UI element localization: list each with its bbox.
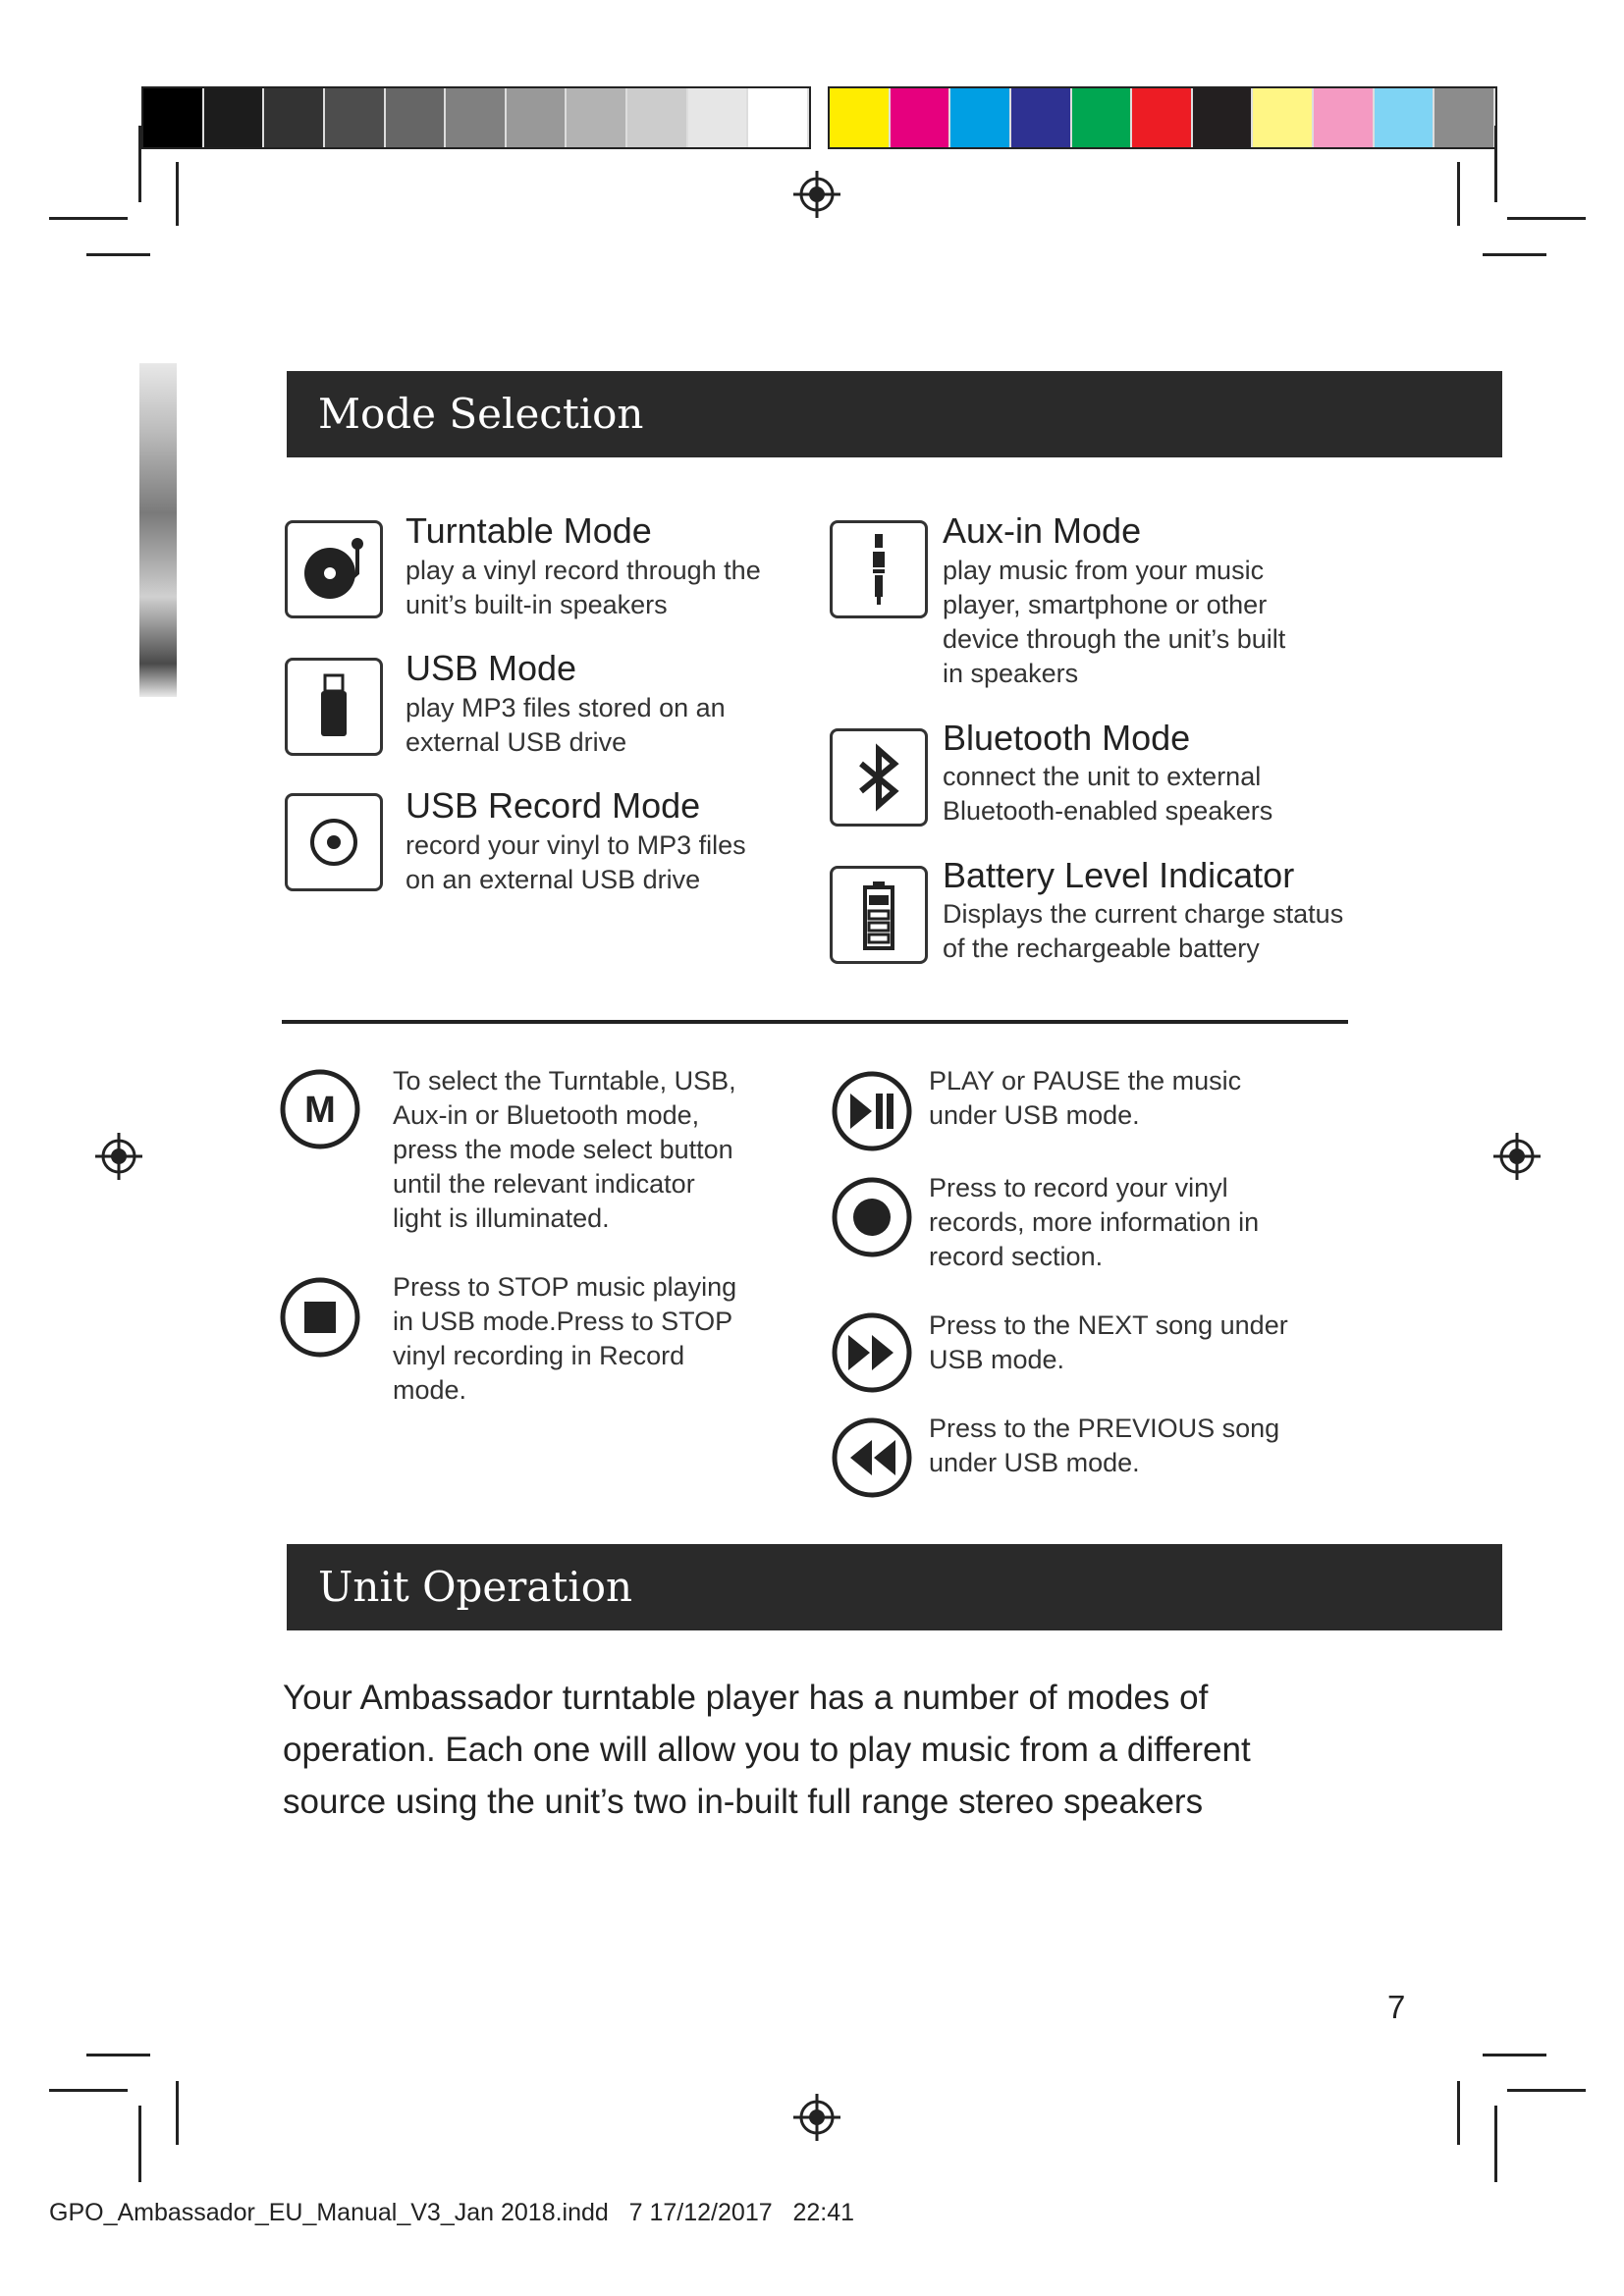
crop-mark <box>1494 2106 1497 2182</box>
play-pause-button-description <box>929 1064 1241 1133</box>
color-swatch <box>688 88 749 147</box>
color-swatch <box>386 88 447 147</box>
registration-mark-icon <box>1491 1131 1543 1182</box>
description-line: vinyl recording in Record <box>393 1341 685 1370</box>
color-swatch <box>1253 88 1314 147</box>
usb-record-mode-title: USB Record Mode <box>406 785 701 826</box>
crop-mark <box>138 126 141 202</box>
page-number: 7 <box>1387 1989 1406 2025</box>
turntable-mode-description <box>406 554 761 622</box>
description-line: under USB mode. <box>929 1100 1140 1130</box>
registration-mark-icon <box>791 169 842 220</box>
color-swatch <box>1011 88 1072 147</box>
usb-drive-icon <box>285 658 383 756</box>
description-line: mode. <box>393 1375 467 1405</box>
description-line: record section. <box>929 1242 1104 1271</box>
description-line: play a vinyl record through the <box>406 556 761 585</box>
previous-button-icon <box>831 1416 913 1499</box>
registration-mark-icon <box>791 2092 842 2143</box>
paragraph-line: Your Ambassador turntable player has a number of modes of <box>283 1679 1209 1717</box>
description-line: device through the unit’s built <box>943 624 1286 654</box>
description-line: Press to record your vinyl <box>929 1173 1228 1202</box>
next-button-description <box>929 1308 1288 1377</box>
usb-mode-title: USB Mode <box>406 648 577 688</box>
cmyk-color-bar <box>828 86 1497 149</box>
stop-button-icon <box>279 1276 361 1359</box>
battery-indicator-description <box>943 897 1343 966</box>
crop-mark <box>138 2106 141 2182</box>
description-line: records, more information in <box>929 1207 1260 1237</box>
grayscale-color-bar <box>141 86 811 149</box>
aux-mode-description <box>943 554 1285 691</box>
previous-button-description <box>929 1412 1279 1480</box>
paragraph-line: source using the unit’s two in-built full range stereo speakers <box>283 1783 1204 1821</box>
usb-mode-description <box>406 691 726 760</box>
crop-mark <box>1457 2081 1460 2145</box>
bluetooth-mode-title: Bluetooth Mode <box>943 718 1191 758</box>
description-line: light is illuminated. <box>393 1203 610 1233</box>
paragraph-line: operation. Each one will allow you to play music from a different <box>283 1731 1251 1769</box>
page-edge-bleed <box>139 363 177 697</box>
description-line: Bluetooth-enabled speakers <box>943 796 1273 826</box>
color-swatch <box>507 88 568 147</box>
description-line: Press to STOP music playing <box>393 1272 737 1302</box>
description-line: until the relevant indicator <box>393 1169 695 1199</box>
usb-record-mode-description <box>406 828 746 897</box>
description-line: unit’s built-in speakers <box>406 590 668 619</box>
description-line: in speakers <box>943 659 1079 688</box>
color-swatch <box>204 88 265 147</box>
color-swatch <box>830 88 891 147</box>
description-line: To select the Turntable, USB, <box>393 1066 736 1095</box>
description-line: connect the unit to external <box>943 762 1262 791</box>
aux-jack-icon <box>830 520 928 618</box>
color-swatch <box>1072 88 1133 147</box>
record-target-icon <box>285 793 383 891</box>
crop-mark <box>86 2054 150 2056</box>
turntable-mode-title: Turntable Mode <box>406 510 652 551</box>
crop-mark <box>176 2081 179 2145</box>
battery-indicator-title: Battery Level Indicator <box>943 855 1295 895</box>
play-pause-button-icon <box>831 1070 913 1152</box>
color-swatch <box>891 88 951 147</box>
print-slug-footer: GPO_Ambassador_EU_Manual_V3_Jan 2018.indd 7 17/12/2017 22:41 <box>49 2199 855 2226</box>
description-line: under USB mode. <box>929 1448 1140 1477</box>
next-button-icon <box>831 1311 913 1394</box>
description-line: Press to the NEXT song under <box>929 1310 1288 1340</box>
description-line: on an external USB drive <box>406 865 701 894</box>
color-swatch <box>264 88 325 147</box>
unit-operation-header <box>287 1544 1502 1630</box>
color-swatch <box>627 88 688 147</box>
bluetooth-mode-description <box>943 760 1272 828</box>
crop-mark <box>1507 217 1586 220</box>
crop-mark <box>49 2089 128 2092</box>
color-swatch <box>748 88 809 147</box>
crop-mark <box>1483 2054 1546 2056</box>
aux-mode-title: Aux-in Mode <box>943 510 1142 551</box>
turntable-icon <box>285 520 383 618</box>
registration-mark-icon <box>93 1131 144 1182</box>
section-title: Unit Operation <box>318 1563 633 1611</box>
description-line: of the rechargeable battery <box>943 934 1260 963</box>
crop-mark <box>1483 253 1546 256</box>
bluetooth-icon <box>830 728 928 827</box>
mode-button-symbol: M <box>304 1090 336 1131</box>
color-swatch <box>1435 88 1495 147</box>
description-line: external USB drive <box>406 727 627 757</box>
record-button-icon <box>831 1176 913 1258</box>
description-line: in USB mode.Press to STOP <box>393 1307 733 1336</box>
mode-button-description <box>393 1064 736 1236</box>
description-line: player, smartphone or other <box>943 590 1268 619</box>
section-divider <box>282 1020 1348 1024</box>
color-swatch <box>1132 88 1193 147</box>
color-swatch <box>1375 88 1435 147</box>
unit-operation-paragraph <box>283 1672 1412 1828</box>
color-swatch <box>1193 88 1254 147</box>
mode-button-icon <box>279 1068 361 1150</box>
description-line: Displays the current charge status <box>943 899 1344 929</box>
stop-button-description <box>393 1270 736 1408</box>
crop-mark <box>86 253 150 256</box>
crop-mark <box>1494 126 1497 202</box>
description-line: PLAY or PAUSE the music <box>929 1066 1242 1095</box>
description-line: press the mode select button <box>393 1135 733 1164</box>
crop-mark <box>1457 162 1460 226</box>
record-button-description <box>929 1171 1259 1274</box>
color-swatch <box>143 88 204 147</box>
mode-selection-header <box>287 371 1502 457</box>
color-swatch <box>325 88 386 147</box>
description-line: Press to the PREVIOUS song <box>929 1414 1280 1443</box>
crop-mark <box>49 217 128 220</box>
color-swatch <box>567 88 627 147</box>
description-line: Aux-in or Bluetooth mode, <box>393 1100 700 1130</box>
crop-mark <box>1507 2089 1586 2092</box>
color-swatch <box>446 88 507 147</box>
description-line: play music from your music <box>943 556 1265 585</box>
description-line: record your vinyl to MP3 files <box>406 830 746 860</box>
battery-icon <box>830 866 928 964</box>
description-line: USB mode. <box>929 1345 1065 1374</box>
crop-mark <box>176 162 179 226</box>
color-swatch <box>1314 88 1375 147</box>
color-swatch <box>950 88 1011 147</box>
section-title: Mode Selection <box>318 390 644 438</box>
description-line: play MP3 files stored on an <box>406 693 726 722</box>
